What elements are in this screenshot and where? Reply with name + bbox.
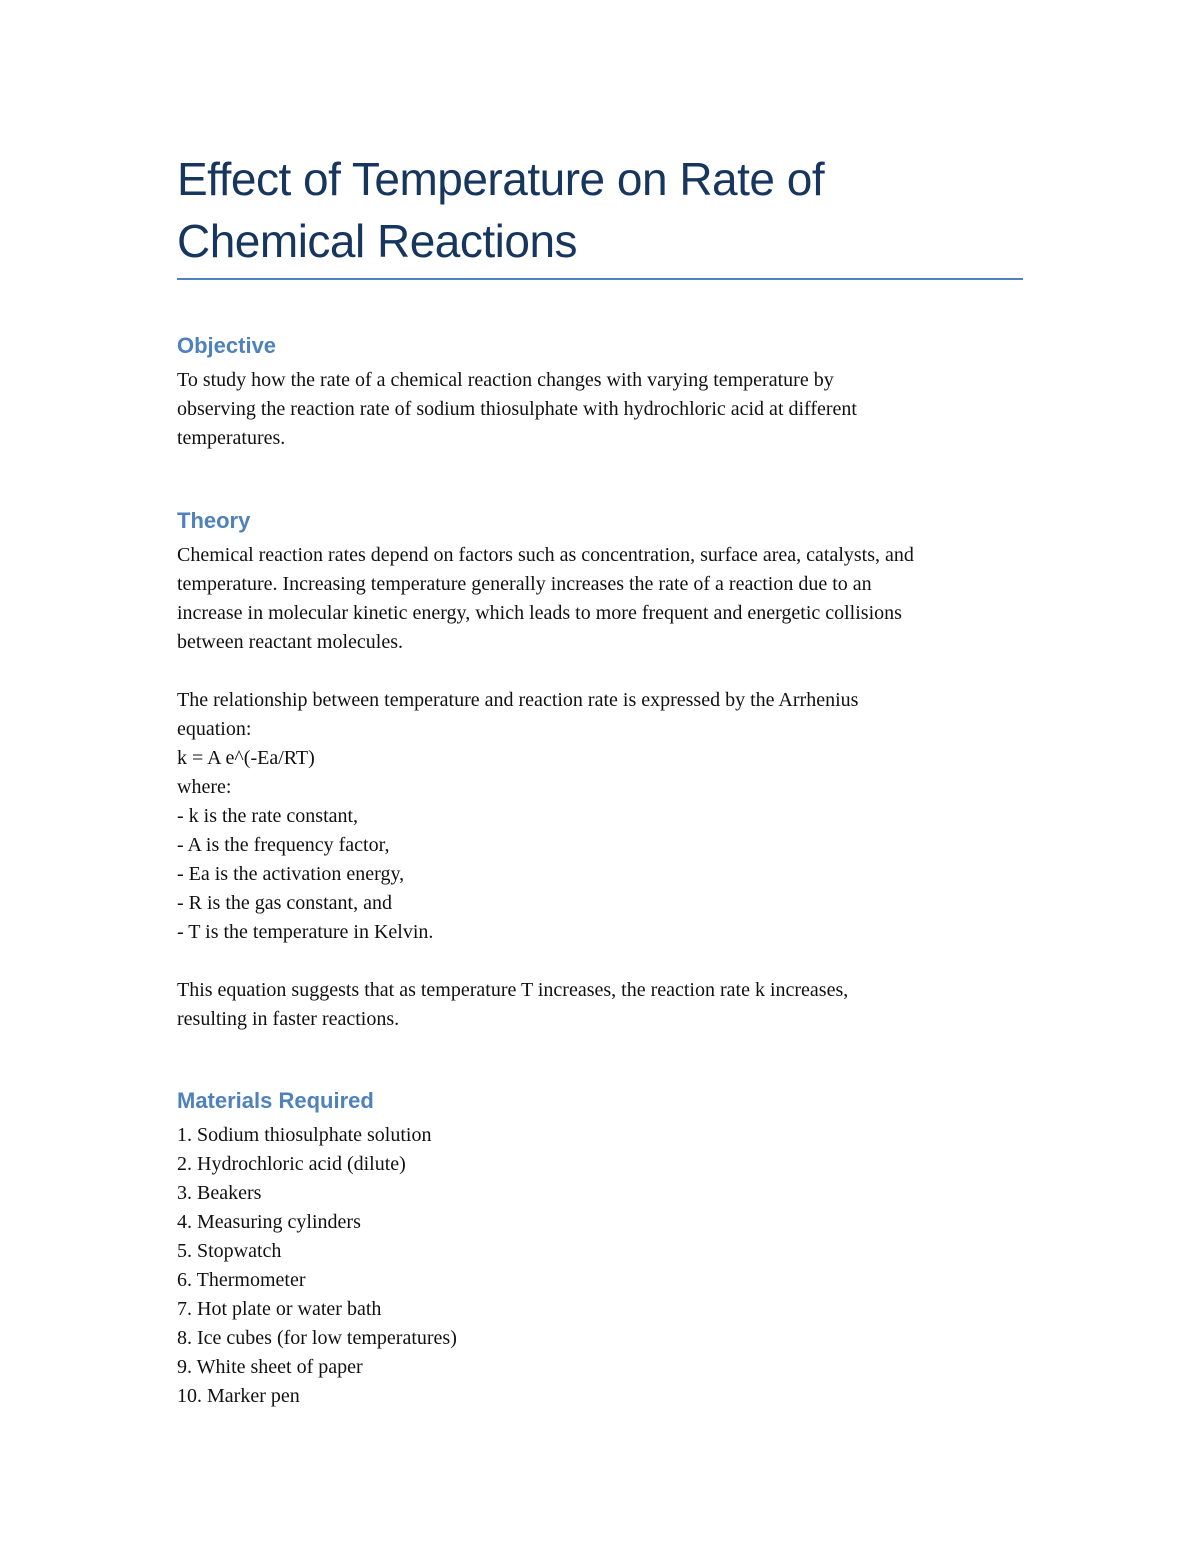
- document-page: [177, 148, 1027, 1411]
- variable-definition: - T is the temperature in Kelvin.: [177, 921, 434, 943]
- objective-line: observing the reaction rate of sodium thiosulphate with hydrochloric acid at different: [177, 398, 857, 420]
- list-item: 6. Thermometer: [177, 1269, 306, 1291]
- variable-definition: - R is the gas constant, and: [177, 892, 392, 914]
- arrhenius-equation: k = A e^(-Ea/RT): [177, 747, 315, 769]
- list-item: 3. Beakers: [177, 1182, 262, 1204]
- list-item: 2. Hydrochloric acid (dilute): [177, 1153, 406, 1175]
- objective-line: To study how the rate of a chemical reaction changes with varying temperature by: [177, 369, 834, 391]
- objective-line: temperatures.: [177, 427, 286, 449]
- list-item: 8. Ice cubes (for low temperatures): [177, 1327, 457, 1349]
- theory-line: Chemical reaction rates depend on factors such as concentration, surface area, catalysts, and: [177, 544, 914, 566]
- document-title: [177, 148, 1027, 272]
- objective-paragraph: [177, 366, 1027, 453]
- title-underline: [177, 278, 1023, 280]
- theory-paragraph-1: [177, 541, 1027, 657]
- list-item: 10. Marker pen: [177, 1385, 300, 1407]
- title-line-1: Effect of Temperature on Rate of: [177, 153, 825, 205]
- theory-line: resulting in faster reactions.: [177, 1008, 400, 1030]
- list-item: 5. Stopwatch: [177, 1240, 282, 1262]
- theory-heading: Theory: [177, 508, 251, 533]
- objective-heading: Objective: [177, 333, 277, 358]
- theory-line: between reactant molecules.: [177, 631, 403, 653]
- variable-definition: - A is the frequency factor,: [177, 834, 390, 856]
- list-item: 7. Hot plate or water bath: [177, 1298, 382, 1320]
- theory-paragraph-3: [177, 976, 1027, 1034]
- theory-line: The relationship between temperature and reaction rate is expressed by the Arrhenius: [177, 689, 859, 711]
- list-item: 1. Sodium thiosulphate solution: [177, 1124, 432, 1146]
- theory-line: temperature. Increasing temperature generally increases the rate of a reaction due to an: [177, 573, 872, 595]
- materials-heading: Materials Required: [177, 1088, 374, 1113]
- theory-line: This equation suggests that as temperature T increases, the reaction rate k increases,: [177, 979, 849, 1001]
- theory-paragraph-2: [177, 686, 1027, 947]
- list-item: 9. White sheet of paper: [177, 1356, 363, 1378]
- title-line-2: Chemical Reactions: [177, 215, 578, 267]
- variable-definition: - k is the rate constant,: [177, 805, 359, 827]
- theory-line: equation:: [177, 718, 252, 740]
- theory-line: increase in molecular kinetic energy, which leads to more frequent and energetic collisions: [177, 602, 902, 624]
- materials-list: [177, 1121, 1027, 1411]
- theory-line: where:: [177, 776, 232, 798]
- list-item: 4. Measuring cylinders: [177, 1211, 361, 1233]
- variable-definition: - Ea is the activation energy,: [177, 863, 405, 885]
